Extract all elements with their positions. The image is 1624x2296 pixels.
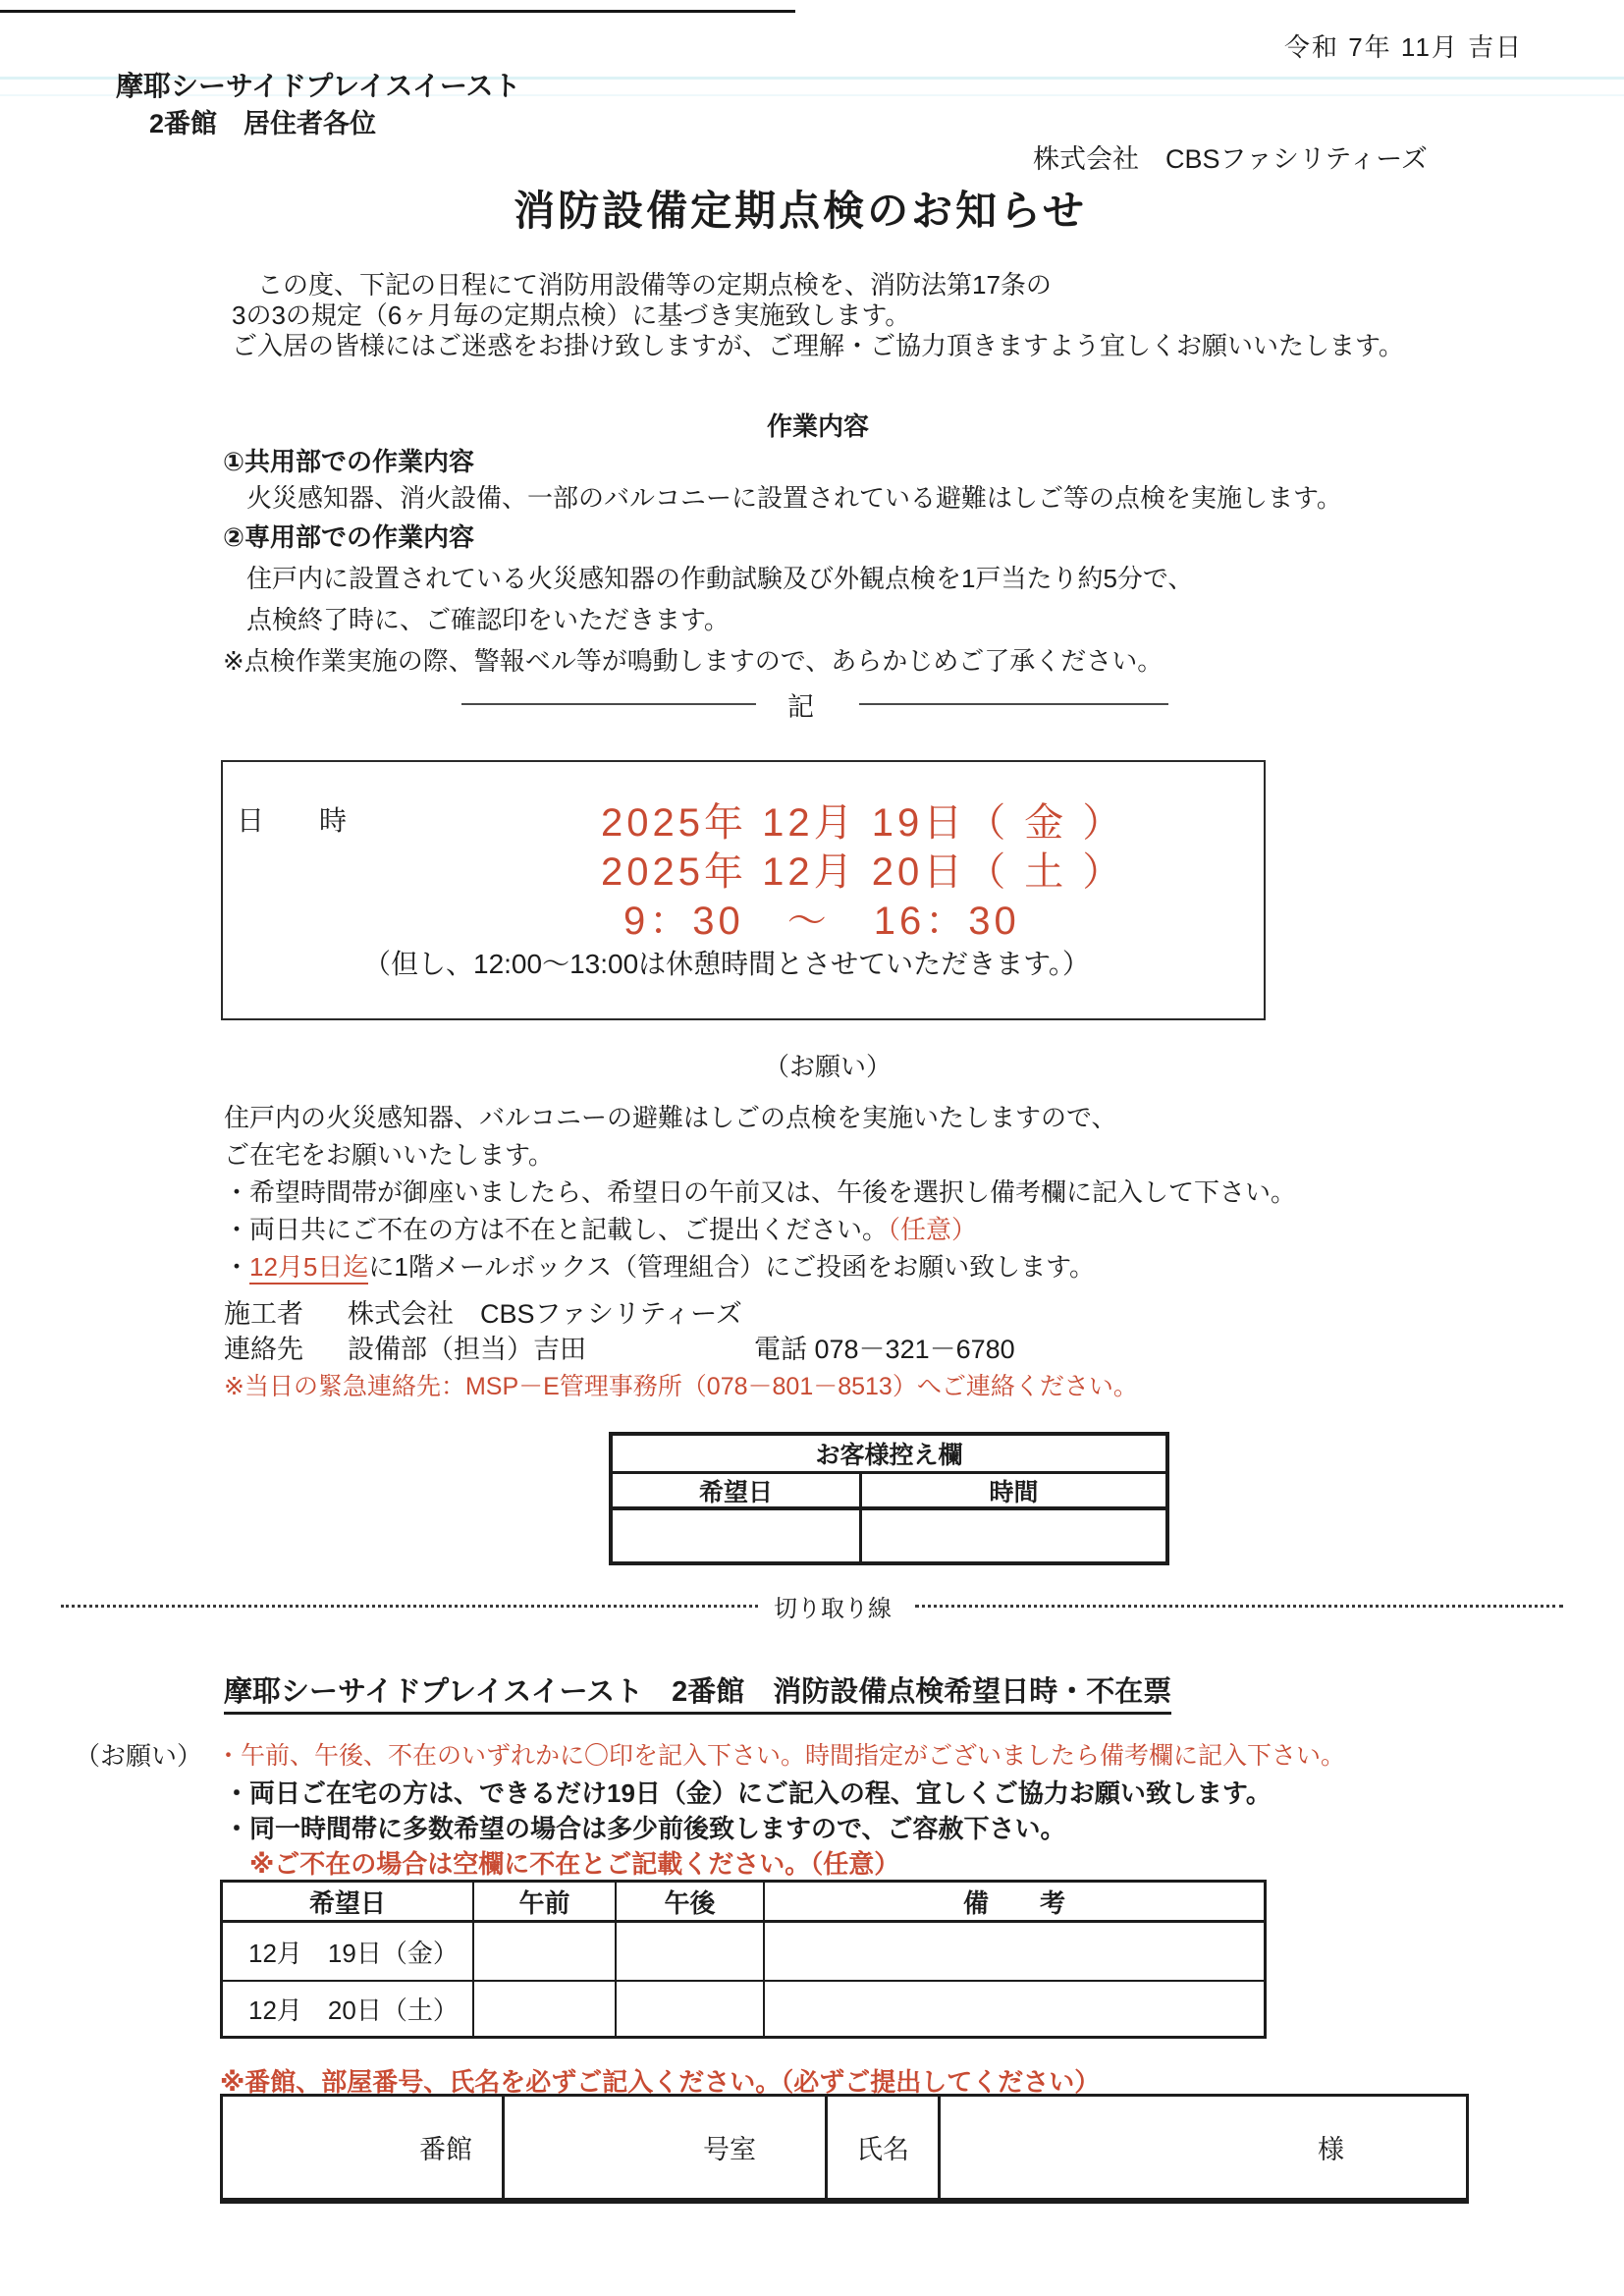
schedule-box [221, 760, 1266, 1020]
work-section-heading: 作業内容 [767, 411, 870, 441]
wish-row1-afternoon-cell [617, 1923, 765, 1980]
wish-row2-afternoon-cell [617, 1982, 765, 2036]
document-date: 令和 7年 11月 吉日 [1284, 32, 1524, 62]
wish-row1-remarks-cell [765, 1923, 1264, 1980]
cut-line-label: 切り取り線 [774, 1596, 892, 1622]
slip-note-4 [249, 1844, 899, 1881]
resident-name-label-cell: 氏名 [828, 2097, 941, 2198]
wish-header-morning: 午前 [474, 1883, 617, 1920]
slip-title-text: 摩耶シーサイドプレイスイースト 2番館 消防設備点検希望日時・不在票 [224, 1676, 1171, 1715]
resident-room-cell: 号室 [505, 2097, 828, 2198]
wish-table-row-dec20 [223, 1982, 1264, 2036]
intro-line-2: 3の3の規定（6ヶ月毎の定期点検）に基づき実施致します。 [232, 301, 911, 330]
request-heading: （お願い） [764, 1052, 893, 1081]
ki-marker: 記 [787, 692, 814, 722]
work-item2-body-2: 点検終了時に、ご確認印をいただきます。 [246, 605, 730, 634]
addressee-residents: 2番館 居住者各位 [149, 109, 377, 138]
slip-note-2: ・両日ご在宅の方は、できるだけ19日（金）にご記入の程、宜しくご協力お願い致します。 [224, 1778, 1272, 1808]
request-line-4-optional: （任意） [888, 1215, 978, 1244]
request-deadline-date: 12月5日迄 [249, 1252, 368, 1285]
wish-row2-morning-cell [474, 1982, 617, 2036]
request-line-1: 住戸内の火災感知器、バルコニーの避難はしごの点検を実施いたしますので、 [224, 1103, 1117, 1132]
scan-artifact-top-line [0, 10, 795, 13]
customer-copy-date-cell [613, 1510, 862, 1561]
request-line-5 [224, 1247, 1095, 1284]
contact-person: 設備部（担当）吉田 [348, 1335, 586, 1364]
slip-note-4-absent-word: 不在 [529, 1849, 580, 1882]
contractor-line [224, 1292, 742, 1331]
resident-building-cell: 番館 [223, 2097, 505, 2198]
slip-note-1: ・午前、午後、不在のいずれかに〇印を記入下さい。時間指定がございましたら備考欄に記入下さい。 [216, 1742, 1346, 1770]
work-item1-title: ①共用部での作業内容 [223, 447, 475, 476]
intro-line-3: ご入居の皆様にはご迷惑をお掛け致しますが、ご理解・ご協力頂きますよう宜しくお願いいたします。 [232, 331, 1404, 360]
contractor-label: 施工者 [224, 1299, 303, 1329]
schedule-label: 日 時 [237, 805, 348, 836]
issuer-company-name: 株式会社 CBSファシリティーズ [1033, 144, 1428, 174]
work-item1-body: 火災感知器、消火設備、一部のバルコニーに設置されている避難はしご等の点検を実施します。 [246, 483, 1342, 513]
wish-header-afternoon: 午後 [617, 1883, 765, 1920]
wish-row1-morning-cell [474, 1923, 617, 1980]
contact-line [224, 1328, 1015, 1366]
slip-title [224, 1669, 1171, 1710]
resident-info-table [220, 2094, 1469, 2204]
wish-row1-date: 12月 19日（金） [248, 1938, 459, 1968]
wish-header-remarks: 備 考 [962, 1887, 1065, 1918]
request-line-2: ご在宅をお願いいたします。 [224, 1140, 554, 1170]
work-item2-body-1: 住戸内に設置されている火災感知器の作動試験及び外観点検を1戸当たり約5分で、 [246, 564, 1194, 593]
resident-name-entry-cell [941, 2097, 1466, 2198]
customer-copy-header-row [613, 1474, 1165, 1510]
request-line-3: ・希望時間帯が御座いましたら、希望日の午前又は、午後を選択し備考欄に記入して下さい。 [224, 1177, 1297, 1207]
request-line-4 [224, 1210, 977, 1246]
wish-row2-remarks-cell [765, 1982, 1264, 2036]
schedule-date-2: 2025年 12月 20日（ 土 ） [601, 850, 1126, 894]
customer-copy-header-time: 時間 [989, 1478, 1039, 1506]
ki-rule-left [461, 703, 756, 705]
cut-line-left [61, 1605, 758, 1608]
wish-table-header-row [223, 1883, 1264, 1923]
request-line-4-text: ・両日共にご不在の方は不在と記載し、ご提出ください。 [224, 1215, 889, 1244]
customer-copy-header-date: 希望日 [613, 1474, 862, 1506]
page-title: 消防設備定期点検のお知らせ [514, 188, 1087, 234]
slip-note-3: ・同一時間帯に多数希望の場合は多少前後致しますので、ご容赦下さい。 [224, 1814, 1066, 1843]
schedule-date-1: 2025年 12月 19日（ 金 ） [601, 801, 1126, 845]
emergency-contact-note: ※当日の緊急連絡先：MSP－E管理事務所（078－801－8513）へご連絡ください。 [224, 1373, 1138, 1400]
wish-table-row-dec19 [223, 1923, 1264, 1982]
slip-request-label: （お願い） [75, 1741, 203, 1771]
slip-note-5: ※番館、部屋番号、氏名を必ずご記入ください。（必ずご提出してください） [220, 2067, 1101, 2097]
customer-copy-table [609, 1432, 1169, 1565]
work-item2-title: ②専用部での作業内容 [223, 522, 475, 552]
request-line-5-bullet: ・ [224, 1252, 250, 1282]
customer-copy-time-cell [862, 1510, 1165, 1561]
contact-phone: 電話 078－321－6780 [754, 1335, 1015, 1364]
wish-row2-date: 12月 20日（土） [248, 1995, 459, 2025]
schedule-time-range: 9：30 ～ 16：30 [623, 900, 1020, 943]
contact-label: 連絡先 [224, 1335, 303, 1364]
work-alarm-note: ※点検作業実施の際、警報ベル等が鳴動しますので、あらかじめご了承ください。 [223, 646, 1164, 676]
resident-honorific: 様 [1318, 2135, 1344, 2164]
ki-rule-right [859, 703, 1168, 705]
intro-line-1: この度、下記の日程にて消防用設備等の定期点検を、消防法第17条の [232, 270, 1052, 300]
customer-copy-entry-row [613, 1510, 1165, 1561]
contractor-company: 株式会社 CBSファシリティーズ [348, 1299, 742, 1329]
wish-date-table [220, 1880, 1267, 2039]
wish-header-date: 希望日 [223, 1883, 474, 1920]
customer-copy-title: お客様控え欄 [613, 1436, 1165, 1474]
addressee-building-name: 摩耶シーサイドプレイスイースト [116, 71, 521, 101]
cut-line-right [915, 1605, 1563, 1608]
slip-note-4-pre: ※ご不在の場合は空欄に [249, 1849, 530, 1879]
slip-note-4-post: とご記載ください。（任意） [580, 1849, 900, 1879]
schedule-break-note: （但し、12:00～13:00は休憩時間とさせていただきます。） [363, 949, 1090, 979]
request-line-5-text: に1階メールボックス（管理組合）にご投函をお願い致します。 [368, 1252, 1096, 1282]
